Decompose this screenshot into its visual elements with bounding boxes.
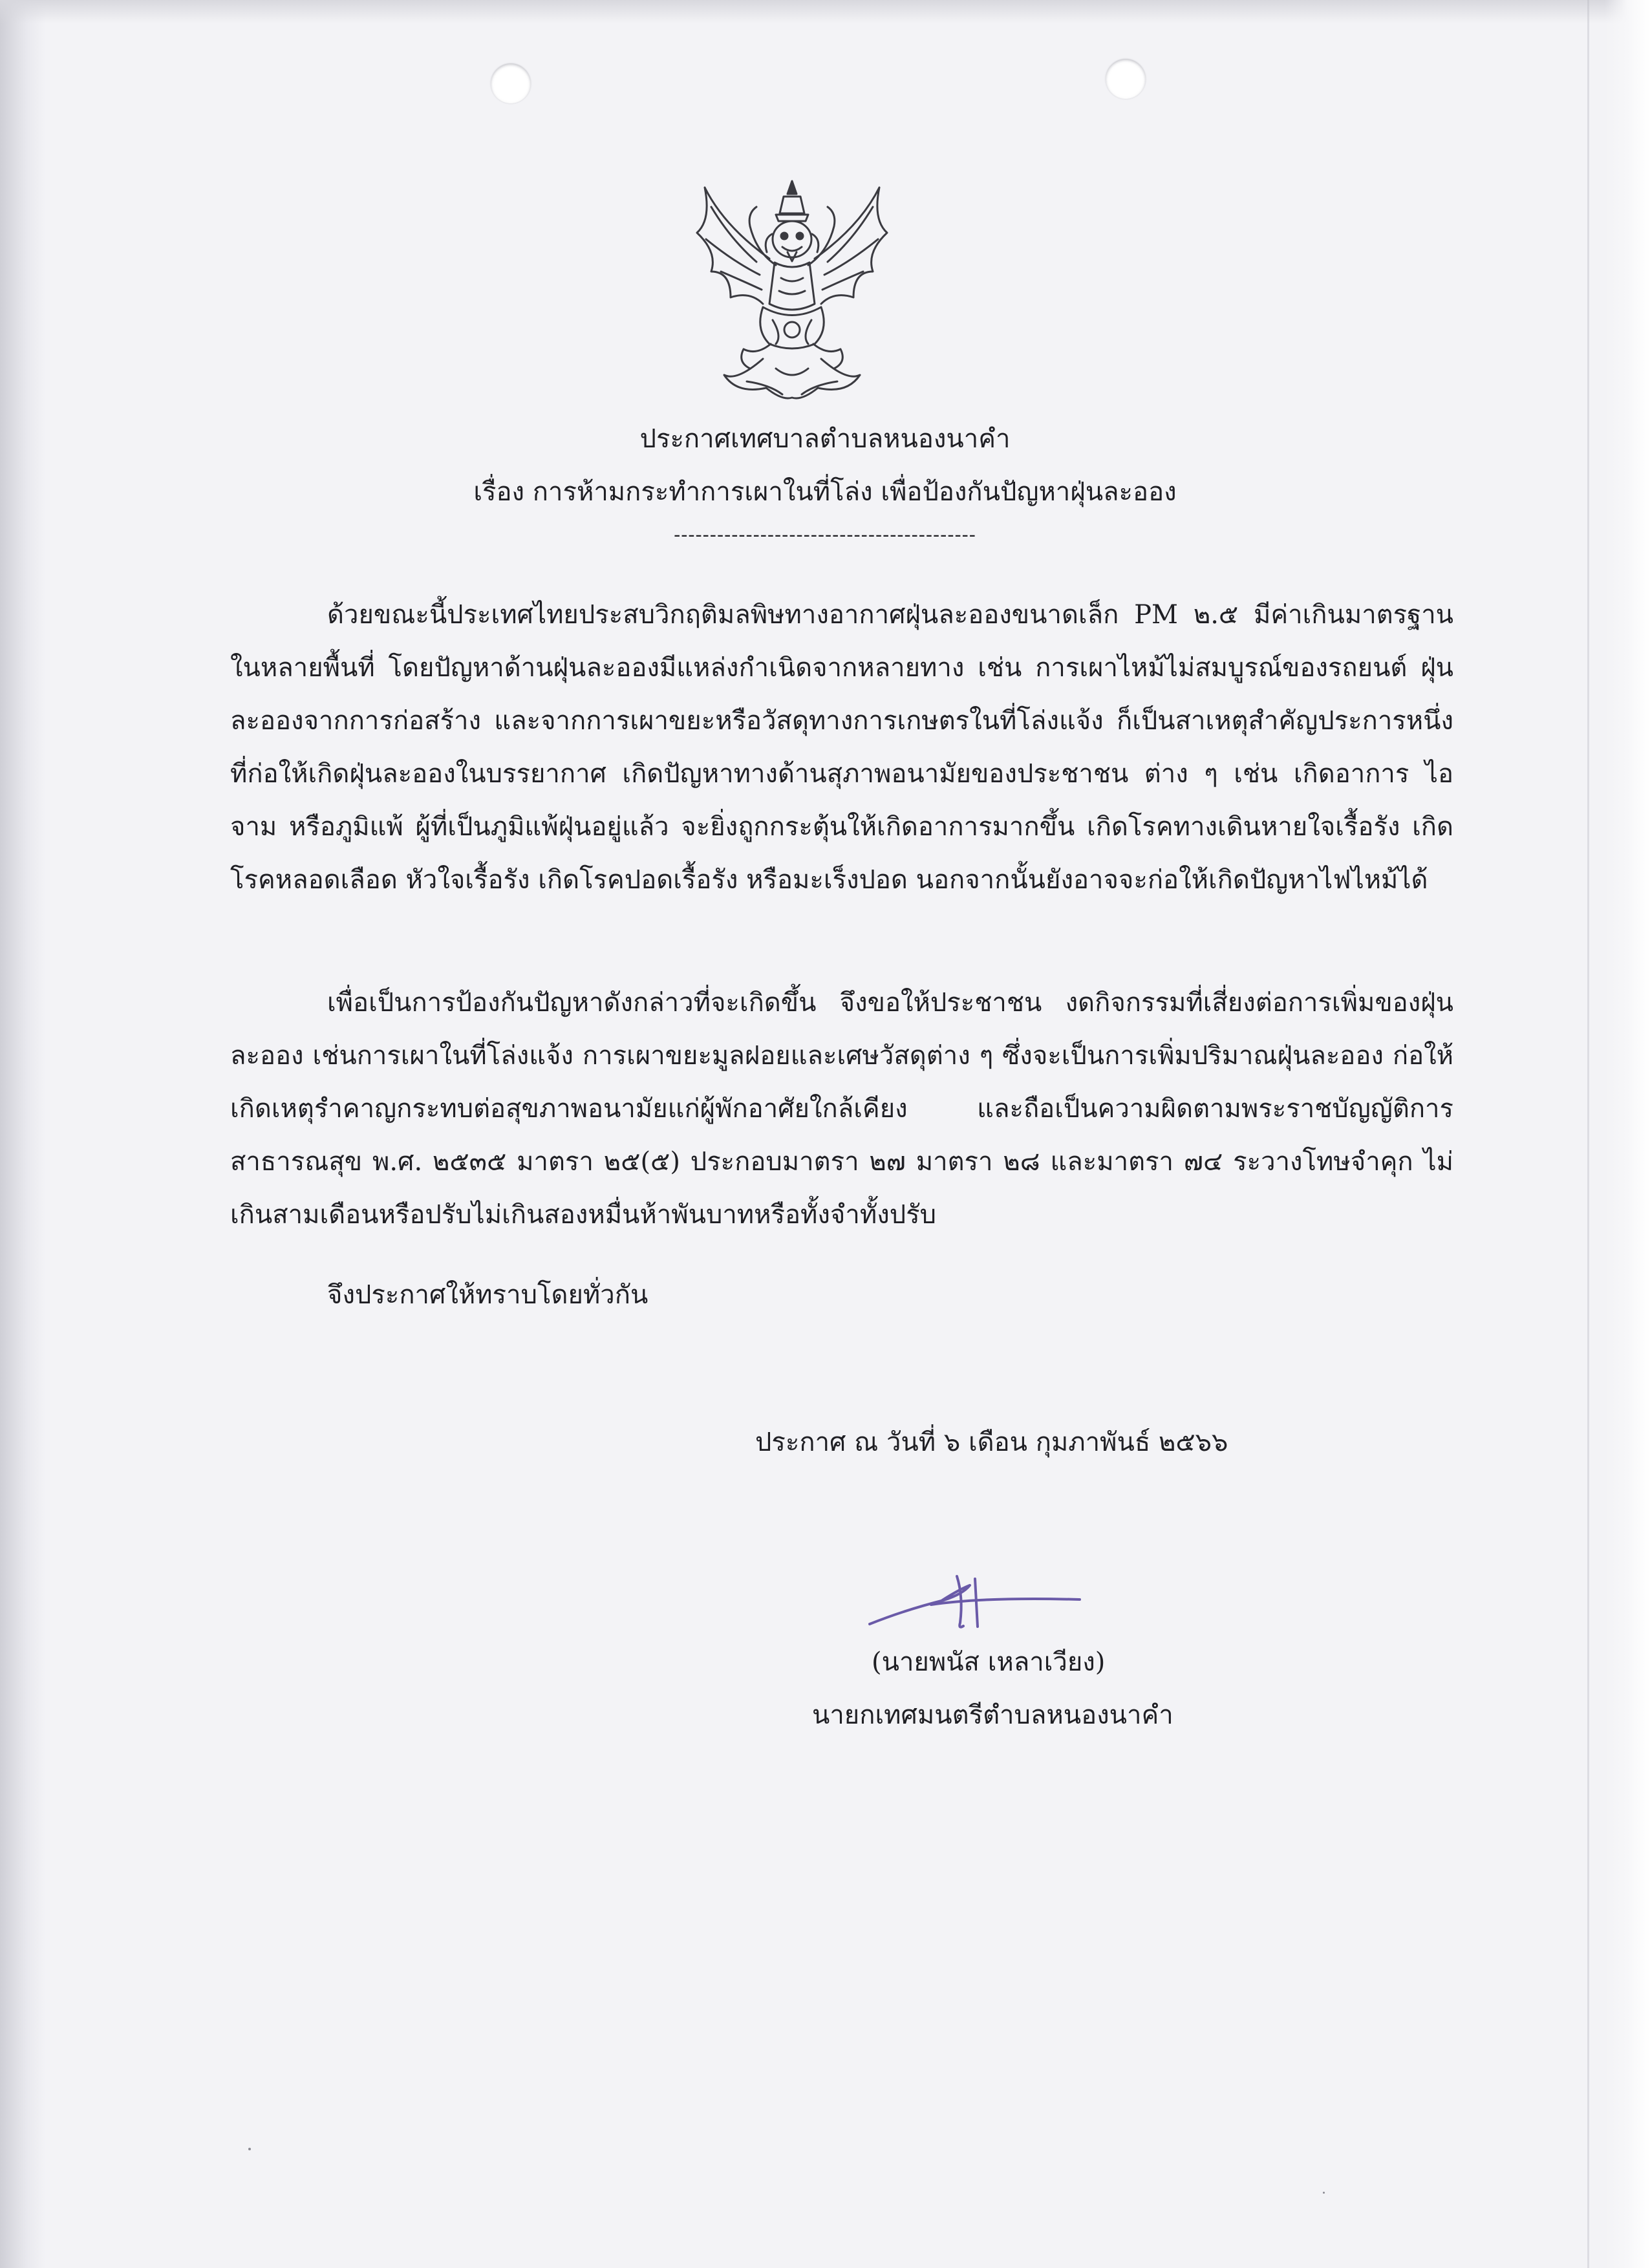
handwritten-signature: [866, 1565, 1086, 1636]
heading-divider: ------------------------------------------: [674, 524, 976, 546]
punch-hole-left: [491, 63, 531, 103]
body-paragraph-2: [230, 976, 1453, 1241]
scan-highlight-right: [1605, 0, 1650, 2268]
signer-name: (นายพนัส เหลาเวียง): [872, 1647, 1106, 1677]
paper-fold-line: [1587, 0, 1589, 2268]
signer-title: นายกเทศมนตรีตำบลหนองนาคำ: [812, 1700, 1173, 1730]
punch-hole-right: [1106, 59, 1146, 99]
scan-shadow-top: [0, 0, 1650, 23]
announcement-subject: เรื่อง การห้ามกระทำการเผาในที่โล่ง เพื่อป้องกันปัญหาฝุ่นละออง: [473, 477, 1177, 507]
announcement-heading: ประกาศเทศบาลตำบลหนองนาคำ: [639, 424, 1011, 454]
garuda-emblem-icon: [685, 175, 899, 414]
signature-stroke: [870, 1576, 1080, 1627]
scan-shadow-left: [0, 0, 45, 2268]
scan-speck: [1323, 2192, 1325, 2194]
announcement-date: ประกาศ ณ วันที่ ๖ เดือน กุมภาพันธ์ ๒๕๖๖: [755, 1428, 1228, 1457]
closing-statement: จึงประกาศให้ทราบโดยทั่วกัน: [327, 1280, 648, 1310]
paragraph-1-text: ด้วยขณะนี้ประเทศไทยประสบวิกฤติมลพิษทางอากาศฝุ่นละอองขนาดเล็ก PM ๒.๕ มีค่าเกินมาตรฐาน ในหลายพื้นที่ โดยปัญหาด้านฝุ่นละอองมีแหล่งกำเนิดจากหลายทาง เช่น การเผาไหม้ไม่สมบูรณ์ของรถยนต์ ฝุ่นละอองจากการก่อสร้าง และจากการเผาขยะหรือวัสดุทางการเกษตรในที่โล่งแจ้ง ก็เป็นสาเหตุสำคัญประการหนึ่งที่ก่อให้เกิดฝุ่นละอองในบรรยากาศ เกิดปัญหาทางด้านสุภาพอนามัยของประชาชน ต่าง ๆ เช่น เกิดอาการ ไอ จาม หรือภูมิแพ้ ผู้ที่เป็นภูมิแพ้ฝุ่นอยู่แล้ว จะยิ่งถูกกระตุ้นให้เกิดอาการมากขึ้น เกิดโรคทางเดินหายใจเรื้อรัง เกิดโรคหลอดเลือด หัวใจเรื้อรัง เกิดโรคปอดเรื้อรัง หรือมะเร็งปอด นอกจากนั้นยังอาจจะก่อให้เกิดปัญหาไฟไหม้ได้: [230, 600, 1453, 895]
paragraph-2-text: เพื่อเป็นการป้องกันปัญหาดังกล่าวที่จะเกิดขึ้น จึงขอให้ประชาชน งดกิจกรรมที่เสี่ยงต่อการเพิ่มของฝุ่นละออง เช่นการเผาในที่โล่งแจ้ง การเผาขยะมูลฝอยและเศษวัสดุต่าง ๆ ซึ่งจะเป็นการเพิ่มปริมาณฝุ่นละออง ก่อให้เกิดเหตุรำคาญกระทบต่อสุขภาพอนามัยแก่ผู้พักอาศัยใกล้เคียง และถือเป็นความผิดตามพระราชบัญญัติการสาธารณสุข พ.ศ. ๒๕๓๕ มาตรา ๒๕(๕) ประกอบมาตรา ๒๗ มาตรา ๒๘ และมาตรา ๗๔ ระวางโทษจำคุก ไม่เกินสามเดือนหรือปรับไม่เกินสองหมื่นห้าพันบาทหรือทั้งจำทั้งปรับ: [230, 988, 1453, 1230]
body-paragraph-1: [230, 588, 1453, 906]
scan-speck: [248, 2148, 251, 2150]
